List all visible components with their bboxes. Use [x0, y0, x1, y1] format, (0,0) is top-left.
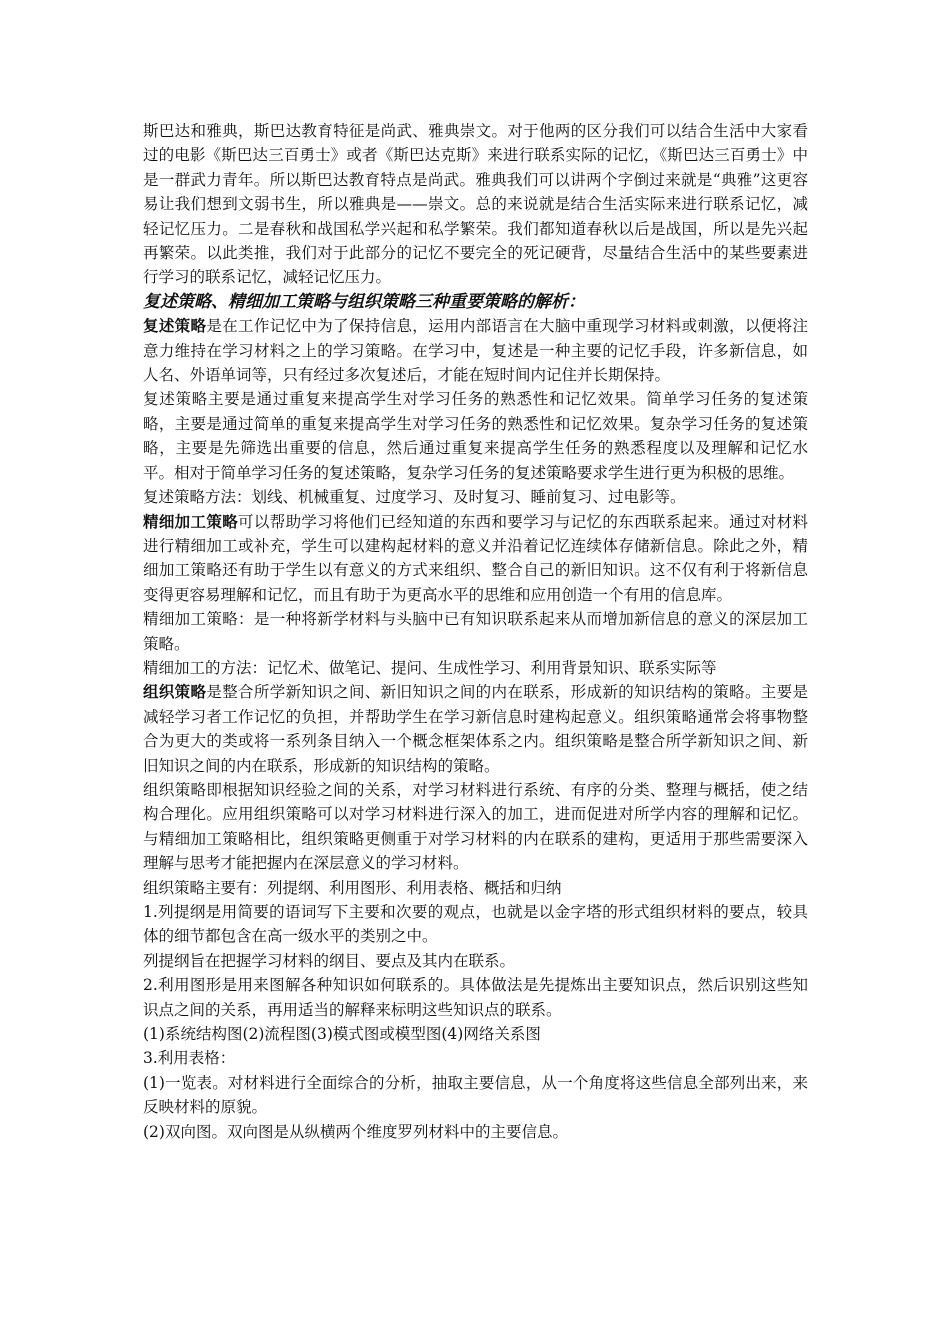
rehearsal-methods: 复述策略方法：划线、机械重复、过度学习、及时复习、睡前复习、过电影等。: [143, 488, 686, 507]
rehearsal-definition-paragraph: [143, 314, 808, 387]
elaboration-definition: 可以帮助学习将他们已经知道的东西和要学习与记忆的东西联系起来。通过对材料进行精细加工或补充，学生可以建构起材料的意义并沿着记忆连续体存储新信息。除此之外，精细加工策略还有助于学生以有意义的方式来组织、整合自己的新旧知识。这不仅有利于将新信息变得更容易理解和记忆，而且有助于为更高水平的思维和应用创造一个有用的信息库。: [143, 512, 808, 604]
organization-definition-paragraph: [143, 680, 808, 778]
elaboration-definition-paragraph: [143, 510, 808, 608]
rehearsal-term: 复述策略: [143, 317, 207, 336]
organization-item-3a: (1)一览表。对材料进行全面综合的分析，抽取主要信息，从一个角度将这些信息全部列出来，来反映材料的原貌。: [143, 1073, 808, 1117]
elaboration-term: 精细加工策略: [143, 512, 239, 531]
organization-methods: 组织策略主要有：列提纲、利用图形、利用表格、概括和归纳: [143, 878, 562, 897]
document-page: [143, 119, 808, 1144]
organization-definition: 是整合所学新知识之间、新旧知识之间的内在联系，形成新的知识结构的策略。主要是减轻学习者工作记忆的负担，并帮助学生在学习新信息时建构起意义。组织策略通常会将事物整合为更大的类或将一系列条目纳入一个概念框架体系之内。组织策略是整合所学新知识之间、新旧知识之间的内在联系，形成新的知识结构的策略。: [143, 683, 808, 775]
organization-paragraph-2: 组织策略即根据知识经验之间的关系，对学习材料进行系统、有序的分类、整理与概括，使之结构合理化。应用组织策略可以对学习材料进行深入的加工，进而促进对所学内容的理解和记忆。与精细加工策略相比，组织策略更侧重于对学习材料的内在联系的建构，更适用于那些需要深入理解与思考才能把握内在深层意义的学习材料。: [143, 780, 808, 873]
elaboration-methods: 精细加工的方法：记忆术、做笔记、提问、生成性学习、利用背景知识、联系实际等: [143, 658, 717, 677]
elaboration-paragraph-2: 精细加工策略：是一种将新学材料与头脑中已有知识联系起来从而增加新信息的意义的深层加工策略。: [143, 610, 808, 653]
organization-item-3: 3.利用表格：: [143, 1049, 236, 1068]
organization-term: 组织策略: [143, 683, 207, 702]
intro-paragraph: 斯巴达和雅典，斯巴达教育特征是尚武、雅典崇文。对于他两的区分我们可以结合生活中大家看过的电影《斯巴达三百勇士》或者《斯巴达克斯》来进行联系实际的记忆，《斯巴达三百勇士》中是一群武力青年。所以斯巴达教育特点是尚武。雅典我们可以讲两个字倒过来就是“典雅”这更容易让我们想到文弱书生，所以雅典是——崇文。总的来说就是结合生活实际来进行联系记忆，减轻记忆压力。二是春秋和战国私学兴起和私学繁荣。我们都知道春秋以后是战国，所以是先兴起再繁荣。以此类推，我们对于此部分的记忆不要完全的死记硬背，尽量结合生活中的某些要素进行学习的联系记忆，减轻记忆压力。: [143, 122, 808, 287]
organization-item-1b: 列提纲旨在把握学习材料的纲目、要点及其内在联系。: [143, 951, 516, 970]
organization-item-1: 1.列提纲是用简要的语词写下主要和次要的观点，也就是以金字塔的形式组织材料的要点，较具体的细节都包含在高一级水平的类别之中。: [143, 903, 808, 946]
rehearsal-definition: 是在工作记忆中为了保持信息，运用内部语言在大脑中重现学习材料或刺激，以便将注意力维持在学习材料之上的学习策略。在学习中，复述是一种主要的记忆手段，许多新信息，如人名、外语单词等，只有经过多次复述后，才能在短时间内记住并长期保持。: [143, 317, 808, 385]
organization-item-2: 2.利用图形是用来图解各种知识如何联系的。具体做法是先提炼出主要知识点，然后识别这些知识点之间的关系，再用适当的解释来标明这些知识点的联系。: [143, 976, 808, 1019]
rehearsal-paragraph-2: 复述策略主要是通过重复来提高学生对学习任务的熟悉性和记忆效果。简单学习任务的复述策略，主要是通过简单的重复来提高学生对学习任务的熟悉性和记忆效果。复杂学习任务的复述策略，主要是先筛选出重要的信息，然后通过重复来提高学生任务的熟悉程度以及理解和记忆水平。相对于简单学习任务的复述策略，复杂学习任务的复述策略要求学生进行更为积极的思维。: [143, 390, 808, 482]
organization-item-2b: (1)系统结构图(2)流程图(3)模式图或模型图(4)网络关系图: [143, 1025, 541, 1044]
organization-item-3b: (2)双向图。双向图是从纵横两个维度罗列材料中的主要信息。: [143, 1122, 568, 1141]
section-heading: 复述策略、精细加工策略与组织策略三种重要策略的解析：: [143, 291, 585, 312]
